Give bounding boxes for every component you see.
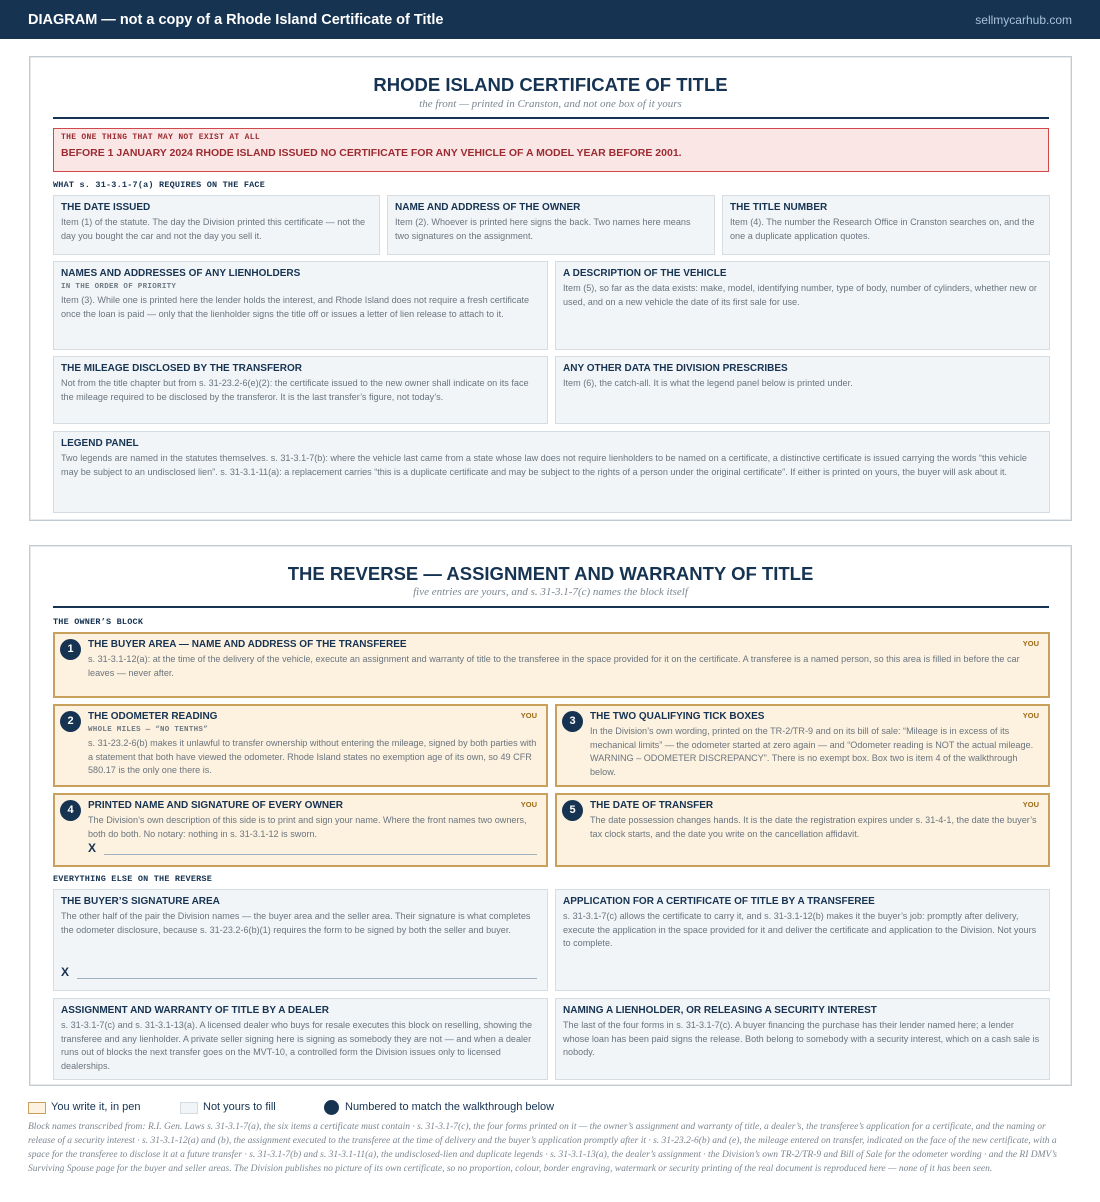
transferee-application-box — [555, 889, 1050, 991]
box-desc: Item (6), the catch-all. It is what the legend panel below is printed under. — [563, 378, 853, 388]
box-desc: The last of the four forms in s. 31-3.1-7(c). A buyer financing the purchase has their lender named here; a lender whose loan has been paid signs the release. Both belong to somebody with a security interest, which on a cash sale is nobody. — [563, 1020, 1040, 1057]
box-title: A DESCRIPTION OF THE VEHICLE — [563, 268, 727, 279]
legend-numbered-label: Numbered to match the walkthrough below — [345, 1101, 555, 1113]
owner-name-box — [387, 195, 715, 255]
vehicle-description-box — [555, 261, 1050, 350]
box-desc: Item (1) of the statute. The day the Division printed this certificate — not the day you bought the car and not the day you sell it. — [61, 217, 366, 241]
owner-signature-line[interactable] — [88, 841, 537, 855]
signature-rule — [77, 978, 537, 979]
you-tag: YOU — [520, 800, 537, 809]
legend-panel-box — [53, 431, 1050, 513]
owner-block-label: THE OWNER’S BLOCK — [53, 617, 144, 627]
site-link[interactable]: sellmycarhub.com — [975, 13, 1072, 27]
box-title: THE MILEAGE DISCLOSED BY THE TRANSFEROR — [61, 363, 302, 374]
header-title: DIAGRAM — not a copy of a Rhode Island Certificate of Title — [28, 12, 444, 28]
buyer-area-box — [53, 632, 1050, 698]
box-desc: s. 31-3.1-7(c) allows the certificate to carry it, and s. 31-3.1-12(b) makes it the buyer’s job: promptly after delivery, execute the application in the space provided for it and deliver the certificate and application to the Division. Not yours to complete. — [563, 911, 1037, 948]
box-desc: Item (5), so far as the data exists: make, model, identifying number, type of body, number of cylinders, whether new or used, and on a new vehicle the date of its first sale for use. — [563, 283, 1037, 307]
box-title: LEGEND PANEL — [61, 438, 139, 449]
box-title: NAMES AND ADDRESSES OF ANY LIENHOLDERS — [61, 268, 301, 279]
tick-boxes-box — [555, 704, 1050, 787]
legend-not-yours-swatch — [180, 1102, 198, 1114]
box-title: THE BUYER AREA — NAME AND ADDRESS OF THE TRANSFEREE — [88, 639, 407, 650]
step-number: 3 — [562, 711, 583, 732]
signature-mark: X — [88, 841, 97, 855]
box-title: THE BUYER’S SIGNATURE AREA — [61, 896, 220, 907]
box-desc: Two legends are named in the statutes themselves. s. 31-3.1-7(b): where the vehicle last came from a state whose law does not require lienholders to be named on a certificate, a distinctive certificate is issued carrying the words “this vehicle may be subject to an undisclosed lien”. s. 31-3.1-11(a): a replacement carries “this is a duplicate certificate and may be subject to the rights of a person under the original certificate”. If either is printed on yours, the buyer will ask about it. — [61, 453, 1027, 477]
box-title: THE DATE ISSUED — [61, 202, 151, 213]
box-desc: s. 31-23.2-6(b) makes it unlawful to transfer ownership without entering the mileage, signed by both parties with a statement that both have viewed the odometer. Rhode Island states no exemption age of its own, so 49 CFR 580.17 is the only one there is. — [88, 738, 537, 775]
box-desc: In the Division’s own wording, printed on the TR-2/TR-9 and on its bill of sale: “Mileage is in excess of its mechanical limits” — the odometer started at zero again — and “Odometer reading is NOT the actual mileage. WARNING – ODOMETER DISCREPANCY”. There is no exempt box. Box two is item 4 of the walkthrough below. — [590, 726, 1034, 777]
title-number-box — [722, 195, 1050, 255]
front-subtitle: the front — printed in Cranston, and not one box of it yours — [419, 98, 682, 110]
box-title: THE TWO QUALIFYING TICK BOXES — [590, 711, 765, 722]
step-number: 1 — [60, 639, 81, 660]
box-title: NAMING A LIENHOLDER, OR RELEASING A SECURITY INTEREST — [563, 1005, 877, 1016]
front-panel — [29, 56, 1072, 521]
legend-you-swatch — [28, 1102, 46, 1114]
box-desc: The Division’s own description of this side is to print and sign your name. Where the front names two owners, both do both. No notary: nothing in s. 31-3.1-12 is sworn. — [88, 815, 527, 839]
box-desc: s. 31-3.1-12(a): at the time of the delivery of the vehicle, execute an assignment and warranty of title to the transferee in the space provided for it on the certificate. A transferee is a named person, so this area is filled in before the car leaves — never after. — [88, 654, 1020, 678]
mileage-box — [53, 356, 548, 424]
lienholder-release-box — [555, 998, 1050, 1080]
transfer-date-box — [555, 793, 1050, 867]
warning-box — [53, 128, 1049, 172]
box-subtitle: IN THE ORDER OF PRIORITY — [61, 283, 177, 291]
step-number: 4 — [60, 800, 81, 821]
step-number: 5 — [562, 800, 583, 821]
dealer-assignment-box — [53, 998, 548, 1080]
box-title: ANY OTHER DATA THE DIVISION PRESCRIBES — [563, 363, 788, 374]
box-desc: The other half of the pair the Division names — the buyer area and the seller area. Their signature is what completes the odometer disclosure, because s. 31-23.2-6(b)(1) requires the form to be signed by both the seller and buyer. — [61, 911, 531, 935]
legend-not-yours-label: Not yours to fill — [203, 1101, 276, 1113]
reverse-title: THE REVERSE — ASSIGNMENT AND WARRANTY OF TITLE — [287, 563, 814, 584]
you-tag: YOU — [1022, 711, 1039, 720]
box-desc: Item (3). While one is printed here the lender holds the interest, and Rhode Island does not require a fresh certificate once the loan is paid — only that the lienholder signs the title off or issues a letter of lien release to attach to it. — [61, 295, 530, 319]
reverse-subtitle: five entries are yours, and s. 31-3.1-7(c) names the block itself — [413, 586, 688, 598]
you-tag: YOU — [1022, 800, 1039, 809]
warning-text: BEFORE 1 JANUARY 2024 RHODE ISLAND ISSUED NO CERTIFICATE FOR ANY VEHICLE OF A MODEL YEAR BEFORE 2001. — [61, 147, 682, 159]
box-desc: Item (2). Whoever is printed here signs the back. Two names here means two signatures on the assignment. — [395, 217, 691, 241]
reverse-panel — [29, 545, 1072, 1086]
front-section-label: WHAT s. 31-3.1-7(a) REQUIRES ON THE FACE — [53, 180, 266, 190]
box-desc: Not from the title chapter but from s. 31-23.2-6(e)(2): the certificate issued to the new owner shall indicate on its face the mileage required to be disclosed by the transferor. It is the last transfer’s figure, not today’s. — [61, 378, 529, 402]
buyer-signature-line[interactable] — [61, 965, 537, 979]
front-divider — [53, 117, 1049, 119]
odometer-reading-box — [53, 704, 548, 787]
box-desc: s. 31-3.1-7(c) and s. 31-3.1-13(a). A licensed dealer who buys for resale executes this block on reselling, showing the transferee and any lienholder. A private seller signing here is signing as somebody they are not — and when a dealer runs out of blocks the next transfer goes on the MVT-10, a controlled form the Division issues only to licensed dealerships. — [61, 1020, 533, 1071]
box-title: PRINTED NAME AND SIGNATURE OF EVERY OWNER — [88, 800, 344, 811]
warning-label: THE ONE THING THAT MAY NOT EXIST AT ALL — [61, 133, 260, 142]
signature-rule — [104, 854, 537, 855]
box-desc: Item (4). The number the Research Office in Cranston searches on, and the one a duplicate application quotes. — [730, 217, 1035, 241]
else-block-label: EVERYTHING ELSE ON THE REVERSE — [53, 874, 213, 884]
other-data-box — [555, 356, 1050, 424]
buyer-signature-box — [53, 889, 548, 991]
box-title: THE DATE OF TRANSFER — [590, 800, 714, 811]
reverse-divider — [53, 606, 1049, 608]
lienholders-box — [53, 261, 548, 350]
you-tag: YOU — [520, 711, 537, 720]
legend-you-label: You write it, in pen — [51, 1101, 141, 1113]
source-footnote: Block names transcribed from: R.I. Gen. Laws s. 31-3.1-7(a), the six items a certificate must contain · s. 31-3.1-7(c), the four forms printed on it — the owner’s assignment and warranty of title, a dealer’s, the transferee’s application for a certificate, and the naming or release of a security interest · s. 31-3.1-12(a) and (b), the assignment executed to the transferee at the time of delivery and the buyer’s application promptly after it · s. 31-23.2-6(b) and (e), the mileage entered on transfer, indicated on the face of the new certificate, with a space for the transferee to disclose it at a future transfer · s. 31-3.1-7(b) and s. 31-3.1-11(a), the undisclosed-lien and duplicate legends · s. 31-3.1-13(a), the dealer’s assignment · the Division’s own TR-2/TR-9 and Bill of Sale for the odometer wording · and the RI DMV’s Surviving Spouse page for the buyer and seller areas. The Division publishes no picture of its own certificate, so no proportion, colour, border engraving, watermark or security printing of the real document is reproduced here — none of it has been seen. — [28, 1122, 1057, 1174]
signature-mark: X — [61, 965, 70, 979]
box-title: THE ODOMETER READING — [88, 711, 218, 722]
step-number: 2 — [60, 711, 81, 732]
box-title: THE TITLE NUMBER — [730, 202, 828, 213]
box-desc: The date possession changes hands. It is the date the registration expires under s. 31-4-1, the date the buyer’s tax clock starts, and the date you write on the cancellation affidavit. — [590, 815, 1037, 839]
owner-signature-box — [53, 793, 548, 867]
you-tag: YOU — [1022, 639, 1039, 648]
box-title: NAME AND ADDRESS OF THE OWNER — [395, 202, 581, 213]
date-issued-box — [53, 195, 380, 255]
legend-number-dot-icon — [324, 1100, 339, 1115]
box-title: ASSIGNMENT AND WARRANTY OF TITLE BY A DEALER — [61, 1005, 329, 1016]
box-title: APPLICATION FOR A CERTIFICATE OF TITLE BY A TRANSFEREE — [563, 896, 875, 907]
front-title: RHODE ISLAND CERTIFICATE OF TITLE — [373, 74, 728, 95]
header-bar — [0, 0, 1100, 39]
box-subtitle: WHOLE MILES — “NO TENTHS” — [88, 726, 209, 734]
